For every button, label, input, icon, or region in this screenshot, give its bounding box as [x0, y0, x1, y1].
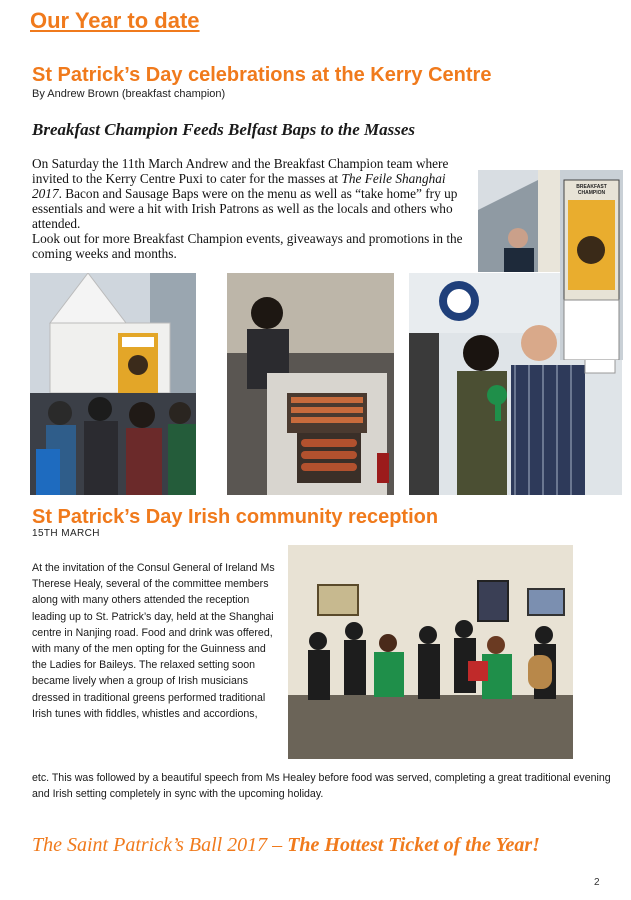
article1-p1-text-b: . Bacon and Sausage Baps were on the menu as well as “take home” fry up essentials and were a hit with Irish Patrons as well as the locals and others who attended. [32, 186, 458, 231]
article1-byline: By Andrew Brown (breakfast champion) [32, 88, 226, 100]
tent-sign-text: BREAKFAST CHAMPION [576, 184, 607, 196]
article1-body [32, 156, 472, 261]
article1-paragraph-2: Look out for more Breakfast Champion events, giveaways and promotions in the coming weeks and months. [32, 231, 463, 261]
photo-grill-cooking [227, 273, 394, 495]
article1-p1-text-a: On Saturday the 11th March Andrew and the Breakfast Champion team where invited to the Kerry Centre Puxi to cater for the masses at [32, 156, 449, 186]
photo-tent-banner [560, 170, 623, 360]
article2-heading: St Patrick’s Day Irish community reception [32, 506, 439, 528]
article1-event-name: The Feile Shanghai 2017 [32, 171, 446, 201]
article1-subheading: Breakfast Champion Feeds Belfast Baps to the Masses [32, 120, 416, 139]
article1-heading: St Patrick’s Day celebrations at the Kerry Centre [32, 64, 492, 86]
article2-date: 15TH MARCH [32, 528, 100, 539]
page-number: 2 [594, 877, 600, 888]
article1-paragraph-1 [32, 156, 472, 231]
ball-banner [32, 834, 540, 857]
photo-tent-crowd [30, 273, 196, 495]
photo-irish-musicians [288, 545, 573, 759]
page-title: Our Year to date [30, 8, 200, 33]
ball-banner-part2: The Hottest Ticket of the Year! [287, 834, 540, 856]
article2-body-full: etc. This was followed by a beautiful speech from Ms Healey before food was served, completing a great traditional evening and Irish setting completely in sync with the upcoming holiday. [32, 772, 611, 801]
ball-banner-part1: The Saint Patrick’s Ball 2017 – [32, 834, 288, 856]
article2-body-column: At the invitation of the Consul General of Ireland Ms Therese Healy, several of the committee members along with many others attended the reception leading up to St. Patrick’s day, held at the Shanghai centre in Nanjing road. Food and drink was offered, with many of the men opting for the Guinness and the Ladies for Baileys. The relaxed setting soon became lively when a group of Irish musicians dressed in traditional greens performed traditional Irish tunes with fiddles, whistles and accordions, [32, 562, 275, 720]
